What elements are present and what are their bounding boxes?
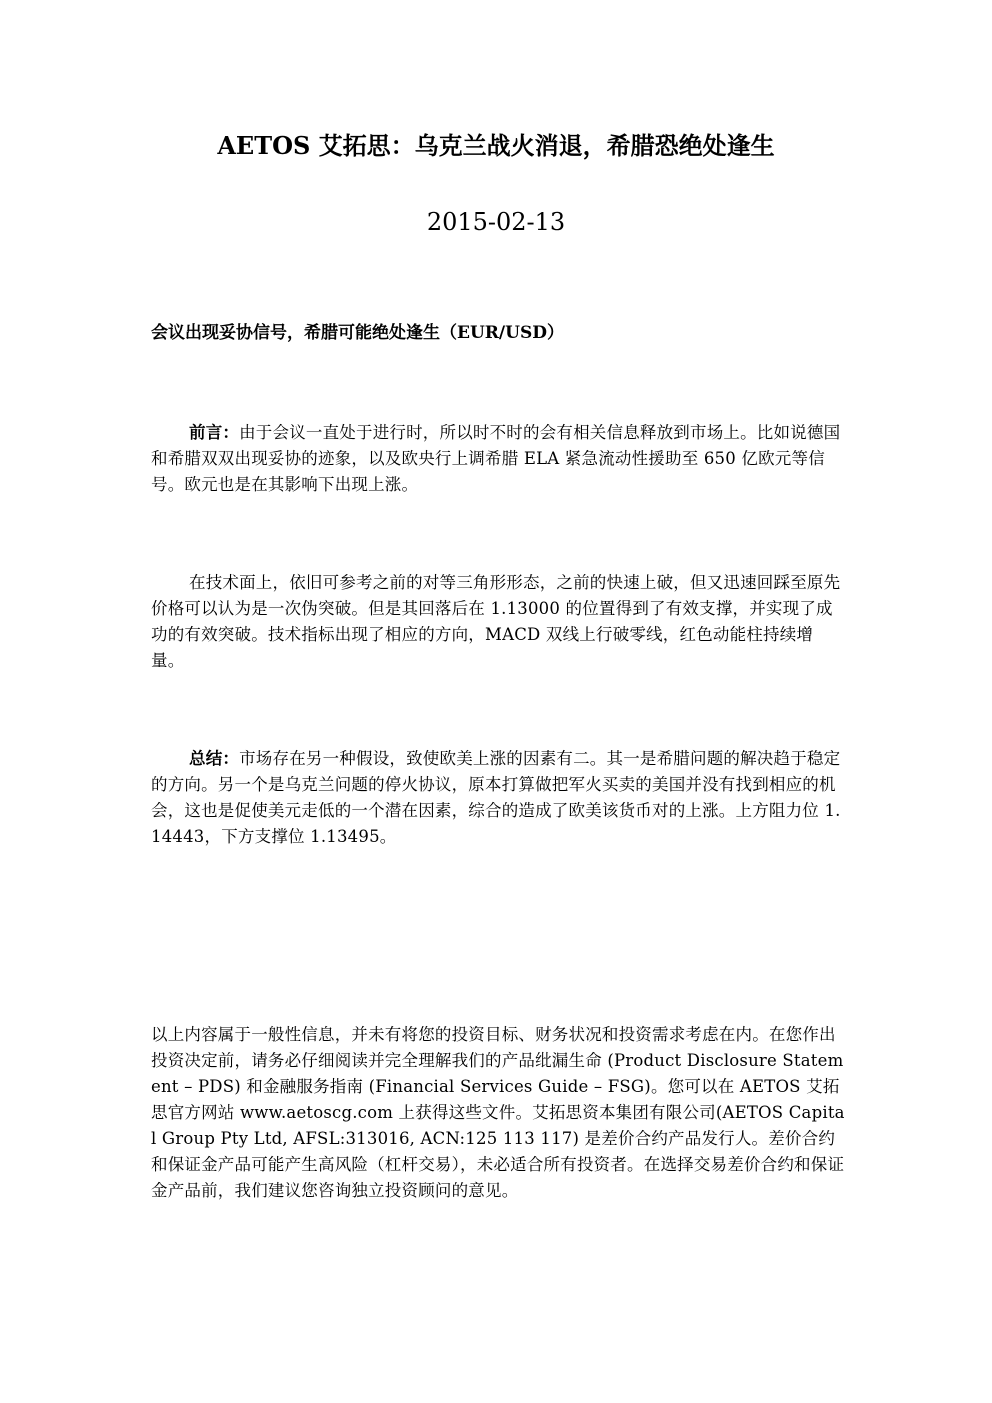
summary-text: 市场存在另一种假设，致使欧美上涨的因素有二。其一是希腊问题的解决趋于稳定的方向。另一个是乌克兰问题的停火协议，原本打算做把军火买卖的美国并没有找到相应的机会，这也是促使美元走低的一个潜在因素，综合的造成了欧美该货币对的上涨。上方阻力位 1.14443，下方支撑位 1.13495。 [151, 749, 841, 846]
disclaimer-paragraph: 以上内容属于一般性信息，并未有将您的投资目标、财务状况和投资需求考虑在内。在您作出投资决定前，请务必仔细阅读并完全理解我们的产品纰漏生命 (Product Disclosure Statement – PDS) 和金融服务指南 (Financial Services Guide – FSG)。您可以在 AETOS 艾拓思官方网站 www.aetoscg.com 上获得这些文件。艾拓思资本集团有限公司(AETOS Capital Group Pty Ltd, AFSL:313016, ACN:125 113 117) 是差价合约产品发行人。差价合约和保证金产品可能产生高风险（杠杆交易），未必适合所有投资者。在选择交易差价合约和保证金产品前，我们建议您咨询独立投资顾问的意见。 [151, 1025, 845, 1200]
intro-text: 由于会议一直处于进行时，所以时不时的会有相关信息释放到市场上。比如说德国和希腊双双出现妥协的迹象，以及欧央行上调希腊 ELA 紧急流动性援助至 650 亿欧元等信号。欧元也是在其影响下出现上涨。 [151, 423, 841, 494]
section-heading: 会议出现妥协信号，希腊可能绝处逢生（EUR/USD） [151, 323, 564, 343]
intro-paragraph [151, 420, 845, 498]
document-title: AETOS 艾拓思：乌克兰战火消退，希腊恐绝处逢生 [217, 131, 775, 160]
technical-text: 在技术面上，依旧可参考之前的对等三角形形态，之前的快速上破，但又迅速回踩至原先价格可以认为是一次伪突破。但是其回落后在 1.13000 的位置得到了有效支撑，并实现了成功的有效突破。技术指标出现了相应的方向，MACD 双线上行破零线，红色动能柱持续增量。 [151, 573, 841, 670]
intro-label: 前言： [189, 423, 240, 442]
document-date: 2015-02-13 [426, 208, 566, 236]
summary-label: 总结： [189, 749, 240, 768]
summary-paragraph [151, 746, 845, 850]
technical-paragraph [151, 570, 845, 674]
